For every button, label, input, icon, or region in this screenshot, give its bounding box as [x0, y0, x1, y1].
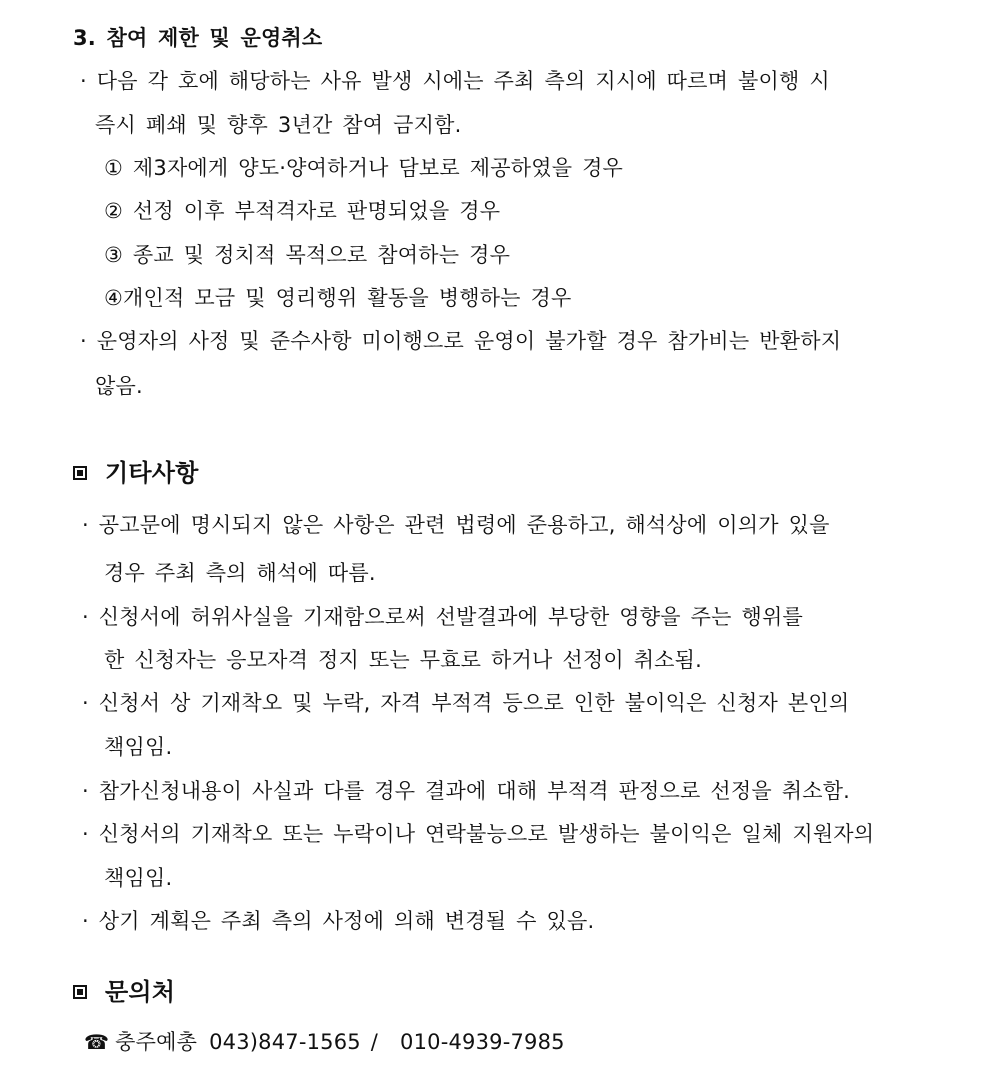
square-bullet-icon — [73, 985, 87, 999]
bullet-text: · 신청서에 허위사실을 기재함으로써 선발결과에 부당한 영향을 주는 행위를 — [82, 605, 803, 629]
contact-info — [84, 1028, 565, 1056]
list-item: ② 선정 이후 부적격자로 판명되었을 경우 — [104, 199, 501, 223]
bullet-text-continuation: 한 신청자는 응모자격 정지 또는 무효로 하거나 선정이 취소됨. — [104, 648, 703, 672]
bullet-text-continuation: 즉시 폐쇄 및 향후 3년간 참여 금지함. — [95, 113, 462, 137]
list-item: ③ 종교 및 정치적 목적으로 참여하는 경우 — [104, 243, 511, 267]
bullet-text: · 참가신청내용이 사실과 다를 경우 결과에 대해 부적격 판정으로 선정을 취소함. — [82, 779, 851, 803]
list-item: ① 제3자에게 양도·양여하거나 담보로 제공하였을 경우 — [104, 156, 624, 180]
section-title-contact — [73, 977, 175, 1007]
bullet-text: · 신청서의 기재착오 또는 누락이나 연락불능으로 발생하는 불이익은 일체 지원자의 — [82, 822, 875, 846]
section-title-contact-label: 문의처 — [105, 978, 176, 1006]
section-title-participation-limits: 3. 참여 제한 및 운영취소 — [73, 26, 323, 50]
bullet-text: · 상기 계획은 주최 측의 사정에 의해 변경될 수 있음. — [82, 909, 595, 933]
section-title-etc-label: 기타사항 — [105, 459, 199, 487]
section-title-etc — [73, 458, 199, 488]
bullet-text-continuation: 경우 주최 측의 해석에 따름. — [104, 561, 376, 585]
bullet-text: · 운영자의 사정 및 준수사항 미이행으로 운영이 불가할 경우 참가비는 반환하지 — [80, 329, 842, 353]
bullet-text: · 공고문에 명시되지 않은 사항은 관련 법령에 준용하고, 해석상에 이의가 있을 — [82, 513, 830, 537]
bullet-text-continuation: 책임임. — [104, 735, 173, 759]
contact-org: 충주예총 — [115, 1030, 198, 1054]
square-bullet-icon — [73, 466, 87, 480]
bullet-text-continuation: 책임임. — [104, 866, 173, 890]
bullet-text: · 신청서 상 기재착오 및 누락, 자격 부적격 등으로 인한 불이익은 신청자 본인의 — [82, 691, 850, 715]
contact-phone-mobile: 010-4939-7985 — [400, 1030, 565, 1054]
list-item: ④개인적 모금 및 영리행위 활동을 병행하는 경우 — [104, 286, 572, 310]
phone-icon: ☎ — [84, 1030, 110, 1054]
bullet-text: · 다음 각 호에 해당하는 사유 발생 시에는 주최 측의 지시에 따르며 불이행 시 — [80, 69, 830, 93]
contact-phone-office: 043)847-1565 / — [209, 1030, 379, 1054]
bullet-text-continuation: 않음. — [95, 374, 143, 398]
